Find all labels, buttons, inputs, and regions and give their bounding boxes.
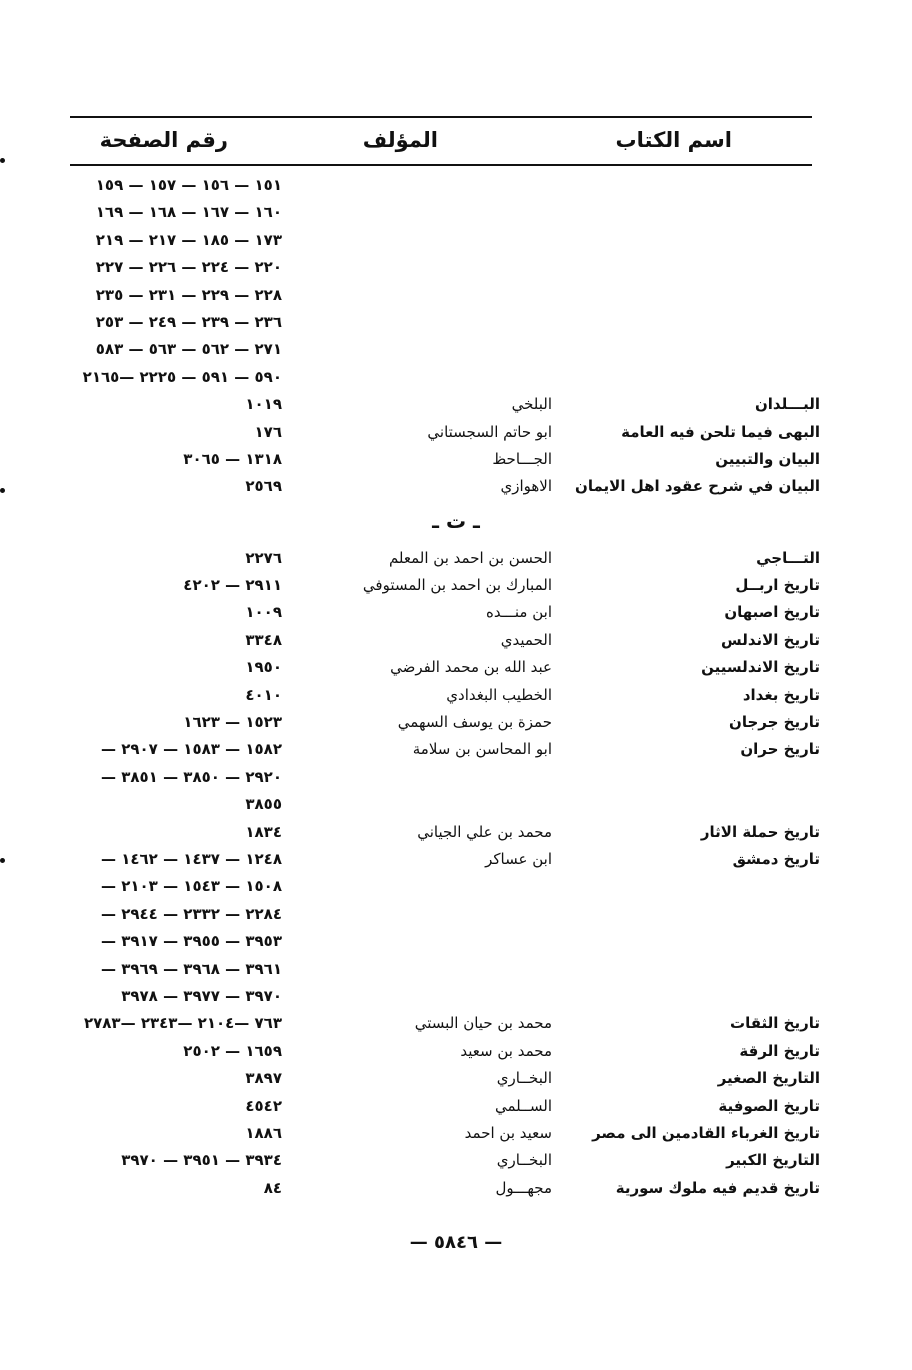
page-numbers-cell: ١٣١٨ — ٣٠٦٥ [183,449,282,468]
page-numbers-cell: ٢٧١ — ٥٦٢ — ٥٦٣ — ٥٨٣ [95,340,282,359]
page-numbers-cell: ٢٣٦ — ٢٣٩ — ٢٤٩ — ٢٥٣ [95,312,282,331]
page-numbers-cell: ٣٣٤٨ [245,630,282,649]
author-cell: محمد بن سعيد [460,1041,552,1060]
table-row [0,766,912,793]
page-numbers-cell: ٥٩٠ — ٥٩١ — ٢٢٢٥ —٢١٦٥ [82,367,282,386]
table-row [0,174,912,201]
page-numbers-cell: ٣٩٧٠ — ٣٩٧٧ — ٣٩٧٨ [121,986,282,1005]
table-row [0,930,912,957]
table-row [0,284,912,311]
page-numbers-cell: ١٥١ — ١٥٦ — ١٥٧ — ١٥٩ [95,176,282,194]
page-numbers-cell: ١٥٨٢ — ١٥٨٣ — ٢٩٠٧ — [100,740,282,759]
author-cell: حمزة بن يوسف السهمي [397,713,552,732]
table-row [0,903,912,930]
book-title-cell: تاريخ جرجان [729,713,820,732]
section-letter-divider [0,503,912,547]
page-numbers-cell: ١٩٥٠ [245,658,282,677]
table-row [0,574,912,601]
table-row [0,684,912,711]
page-numbers-cell: ٢٢٨٤ — ٢٣٣٢ — ٢٩٤٤ — [100,904,282,923]
header-book-name: اسم الكتاب [615,128,732,152]
page-numbers-cell: ٢٢٠ — ٢٢٤ — ٢٢٦ — ٢٢٧ [95,258,282,277]
table-row [0,1177,912,1204]
author-cell: الســلمي [494,1096,552,1115]
table-row [0,1040,912,1067]
margin-mark [0,158,5,163]
book-title-cell: التـــاجي [756,548,820,567]
author-cell: ابن عساكر [485,849,552,868]
author-cell: الحسن بن احمد بن المعلم [388,548,552,567]
author-cell: عبد الله بن محمد الفرضي [390,658,552,677]
page-numbers-cell: ١٨٣٤ [245,822,282,841]
book-title-cell: التاريخ الصغير [717,1069,820,1088]
page-numbers-cell: ١٦٥٩ — ٢٥٠٢ [183,1041,282,1060]
book-title-cell: البهى فيما تلحن فيه العامة [621,422,820,441]
table-row [0,366,912,393]
page-numbers-cell: ٣٩٦١ — ٣٩٦٨ — ٣٩٦٩ — [100,959,282,978]
author-cell: ابن منـــده [485,603,552,622]
author-cell: المبارك بن احمد بن المستوفي [362,576,552,595]
table-row [0,1067,912,1094]
table-row [0,656,912,683]
header-bottom-rule [70,164,812,166]
table-row [0,547,912,574]
table-row [0,875,912,902]
table-row [0,1149,912,1176]
table-row [0,958,912,985]
book-title-cell: البـــلدان [754,395,820,414]
index-table [0,174,912,1204]
page-numbers-cell: ٢٢٧٦ [245,548,282,567]
section-letter: ـ ت ـ [432,508,480,533]
book-title-cell: تاريخ الاندلسيين [701,658,820,677]
table-row [0,821,912,848]
page-numbers-cell: ١٨٨٦ [245,1123,282,1142]
author-cell: البلخي [511,395,552,414]
book-title-cell: تاريخ الاندلس [720,630,820,649]
page-numbers-cell: ٣٩٥٣ — ٣٩٥٥ — ٣٩١٧ — [100,932,282,951]
page-numbers-cell: ٢٥٦٩ [245,477,282,496]
book-title-cell: البيان في شرح عقود اهل الايمان [575,477,820,496]
page-numbers-cell: ٢٩١١ — ٤٢٠٢ [183,576,282,595]
book-title-cell: تاريخ اصبهان [724,603,820,622]
table-row [0,448,912,475]
table-row [0,393,912,420]
author-cell: البخــاري [496,1069,552,1088]
author-cell: محمد بن حيان البستي [414,1014,552,1033]
book-title-cell: تاريخ دمشق [732,849,820,868]
page-numbers-cell: ١٥٢٣ — ١٦٢٣ [183,713,282,732]
table-row [0,848,912,875]
table-row [0,229,912,256]
book-title-cell: تاريخ الثقات [730,1014,820,1033]
page-numbers-cell: ١٧٦ [254,422,282,441]
page-numbers-cell: ٨٤ [263,1178,282,1197]
author-cell: البخــاري [496,1151,552,1170]
author-cell: ابو المحاسن بن سلامة [412,740,552,759]
author-cell: محمد بن علي الجياني [417,822,552,841]
table-row [0,793,912,820]
book-title-cell: تاريخ قديم فيه ملوك سورية [615,1178,820,1197]
margin-mark [0,858,5,863]
book-title-cell: تاريخ الرقة [739,1041,820,1060]
book-title-cell: تاريخ اربــل [735,576,820,595]
page-numbers-cell: ٢٩٢٠ — ٣٨٥٠ — ٣٨٥١ — [100,767,282,786]
page-numbers-cell: ١٠١٩ [245,395,282,414]
book-title-cell: تاريخ الغرباء القادمين الى مصر [592,1123,820,1142]
page-numbers-cell: ٢٢٨ — ٢٢٩ — ٢٣١ — ٢٣٥ [95,285,282,304]
header-author: المؤلف [362,128,438,152]
page-numbers-cell: ١٦٠ — ١٦٧ — ١٦٨ — ١٦٩ [95,203,282,222]
page-numbers-cell: ٤٠١٠ [245,685,282,704]
page-numbers-cell: ٤٥٤٢ [245,1096,282,1115]
author-cell: الجـــاحظ [492,449,552,468]
table-row [0,601,912,628]
margin-mark [0,488,5,493]
page-numbers-cell: ٣٨٩٧ [245,1069,282,1088]
table-row [0,985,912,1012]
book-title-cell: تاريخ حران [740,740,820,759]
book-title-cell: تاريخ الصوفية [718,1096,820,1115]
page-numbers-cell: ١٧٣ — ١٨٥ — ٢١٧ — ٢١٩ [95,230,282,249]
table-row [0,201,912,228]
book-title-cell: تاريخ بغداد [742,685,820,704]
page-numbers-cell: ١٢٤٨ — ١٤٣٧ — ١٤٦٢ — [100,849,282,868]
table-row [0,1012,912,1039]
table-row [0,338,912,365]
table-row [0,311,912,338]
book-title-cell: البيان والتبيين [715,449,820,468]
page-numbers-cell: ٣٩٣٤ — ٣٩٥١ — ٣٩٧٠ [121,1151,282,1170]
author-cell: الحميدي [500,630,552,649]
page-numbers-cell: ١٥٠٨ — ١٥٤٣ — ٢١٠٣ — [100,877,282,896]
author-cell: ابو حاتم السجستاني [427,422,552,441]
author-cell: مجهـــول [495,1178,552,1197]
header-page-number: رقم الصفحة [99,128,228,152]
top-rule [70,116,812,118]
page-folio: — ٥٨٤٦ — [409,1232,503,1253]
page-numbers-cell: ٧٦٣ —٢١٠٤ —٢٣٤٣ —٢٧٨٣ [83,1014,282,1033]
table-row [0,1095,912,1122]
page-numbers-cell: ٣٨٥٥ [245,795,282,814]
table-row [0,421,912,448]
table-row [0,738,912,765]
book-title-cell: التاريخ الكبير [726,1151,820,1170]
author-cell: الخطيب البغدادي [446,685,552,704]
table-row [0,711,912,738]
table-row [0,629,912,656]
author-cell: سعيد بن احمد [464,1123,552,1142]
author-cell: الاهوازي [500,477,552,496]
table-row [0,1122,912,1149]
book-title-cell: تاريخ حملة الاثار [700,822,820,841]
page-numbers-cell: ١٠٠٩ [245,603,282,622]
table-row [0,256,912,283]
table-row [0,475,912,502]
